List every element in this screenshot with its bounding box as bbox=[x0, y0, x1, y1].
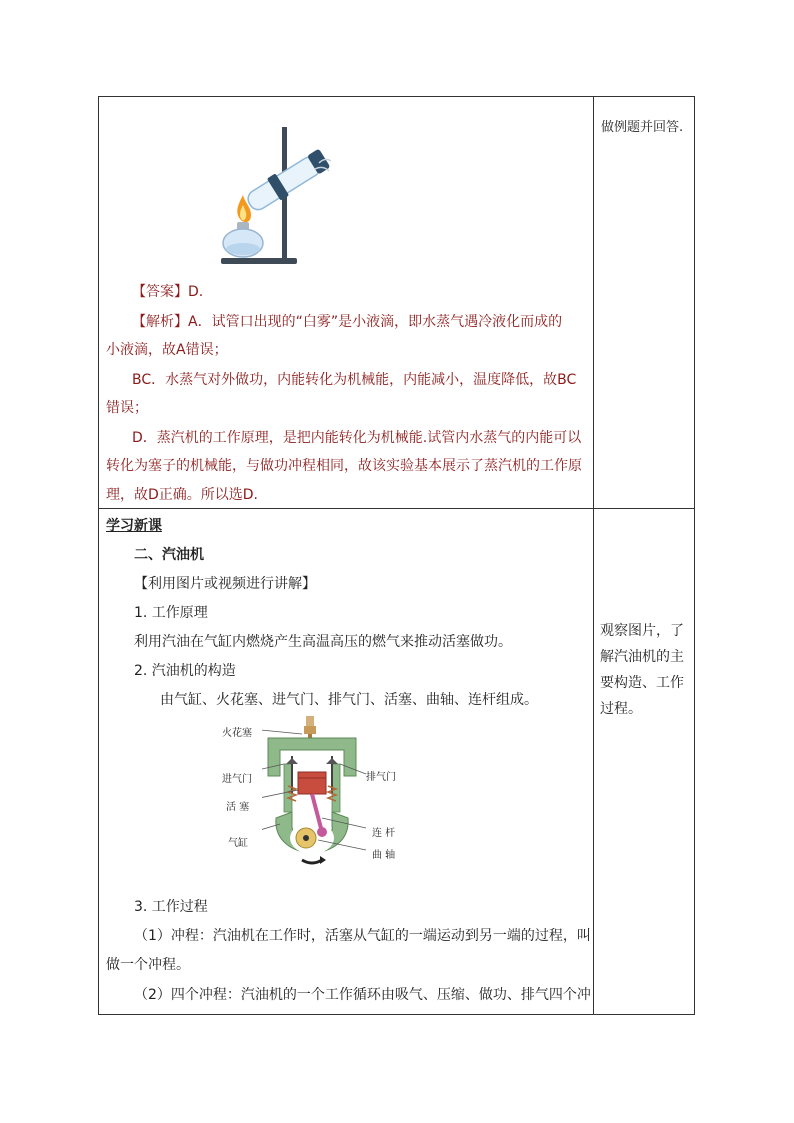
bc-line-2: 错误； bbox=[106, 400, 148, 416]
analysis-line-2: 小液滴，故A错误； bbox=[106, 342, 228, 358]
p2-title: 2. 汽油机的构造 bbox=[134, 663, 236, 679]
label-intake-valve: 进气门 bbox=[222, 774, 252, 785]
answer-text: 【答案】D. bbox=[132, 284, 204, 300]
section-heading: 学习新课 bbox=[106, 518, 162, 534]
label-piston: 活 塞 bbox=[226, 802, 250, 813]
p3-stroke-line-2: 做一个冲程。 bbox=[106, 957, 190, 973]
d-line-2: 转化为塞子的机械能，与做功冲程相同，故该实验基本展示了蒸汽机的工作原 bbox=[106, 458, 582, 474]
p1-title: 1. 工作原理 bbox=[134, 605, 208, 621]
method-note: 【利用图片或视频进行讲解】 bbox=[134, 576, 316, 592]
row-divider bbox=[98, 508, 695, 509]
p1-text: 利用汽油在气缸内燃烧产生高温高压的燃气来推动活塞做功。 bbox=[134, 634, 512, 650]
label-exhaust-valve: 排气门 bbox=[366, 772, 396, 783]
analysis-line-1: 【解析】A．试管口出现的“白雾”是小液滴，即水蒸气遇冷液化而成的 bbox=[132, 314, 563, 330]
d-line-3: 理，故D正确。所以选D. bbox=[106, 487, 259, 503]
side-line-4: 过程。 bbox=[600, 701, 642, 717]
p3-stroke-line-1: （1）冲程：汽油机在工作时，活塞从气缸的一端运动到另一端的过程，叫 bbox=[134, 928, 591, 944]
subsection-title: 二、汽油机 bbox=[134, 547, 204, 563]
column-divider bbox=[593, 96, 594, 1015]
label-spark-plug: 火花塞 bbox=[222, 728, 252, 739]
side-line-2: 解汽油机的主 bbox=[600, 649, 684, 665]
side-line-3: 要构造、工作 bbox=[600, 675, 684, 691]
label-crankshaft: 曲 轴 bbox=[372, 850, 396, 861]
label-cylinder: 气缸 bbox=[228, 838, 248, 849]
label-connecting-rod: 连 杆 bbox=[372, 828, 396, 839]
p3-title: 3. 工作过程 bbox=[134, 899, 208, 915]
side-note-top: 做例题并回答. bbox=[601, 120, 684, 135]
side-note-bottom bbox=[600, 618, 684, 722]
p2-text: 由气缸、火花塞、进气门、排气门、活塞、曲轴、连杆组成。 bbox=[160, 692, 538, 708]
test-tube-heating-illustration bbox=[215, 125, 340, 267]
d-line-1: D．蒸汽机的工作原理，是把内能转化为机械能.试管内水蒸气的内能可以 bbox=[132, 430, 582, 446]
side-line-1: 观察图片，了 bbox=[600, 623, 684, 639]
gasoline-engine-diagram bbox=[262, 714, 372, 882]
p3-four-strokes-line: （2）四个冲程：汽油机的一个工作循环由吸气、压缩、做功、排气四个冲 bbox=[134, 987, 591, 1003]
bc-line-1: BC．水蒸气对外做功，内能转化为机械能，内能减小，温度降低，故BC bbox=[132, 372, 577, 388]
